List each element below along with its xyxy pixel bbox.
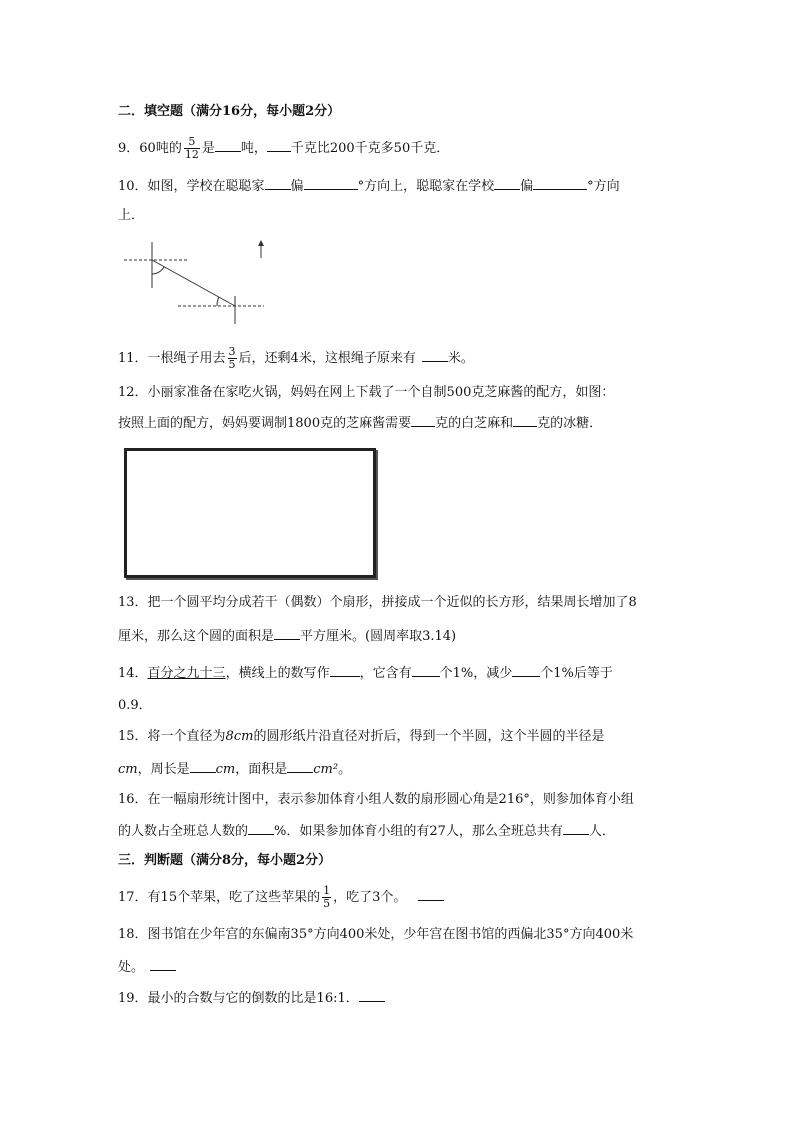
q10-text-d: 偏 bbox=[520, 179, 534, 194]
question-12-continued bbox=[118, 414, 602, 433]
answer-blank[interactable] bbox=[267, 139, 291, 152]
answer-blank[interactable] bbox=[359, 989, 385, 1002]
answer-blank[interactable] bbox=[418, 888, 444, 901]
q13-text-c: 平方厘米。(圆周率取3.14) bbox=[300, 629, 457, 644]
q15-text-e: ，周长是 bbox=[137, 762, 190, 777]
q9-text-d: 千克比200千克多50千克． bbox=[290, 141, 450, 156]
answer-blank[interactable] bbox=[304, 177, 358, 190]
question-18: 18．图书馆在少年宫的东偏南35°方向400米处，少年宫在图书馆的西偏北35°方向400米 bbox=[118, 927, 634, 942]
answer-blank[interactable] bbox=[512, 664, 540, 677]
q14-text-a: 14． bbox=[118, 666, 148, 681]
section-title-fill-in: 二．填空题（满分16分，每小题2分） bbox=[118, 104, 341, 119]
question-13: 13．把一个圆平均分成若干（偶数）个扇形，拼接成一个近似的长方形，结果周长增加了8 bbox=[118, 595, 637, 610]
question-13-continued bbox=[118, 627, 456, 646]
q16-text-c: %．如果参加体育小组的有27人，那么全班总共有 bbox=[274, 824, 563, 839]
fraction-denominator: 5 bbox=[228, 358, 236, 371]
q15-text-i: 。 bbox=[338, 762, 352, 777]
answer-blank[interactable] bbox=[563, 822, 589, 835]
direction-diagram bbox=[118, 236, 298, 330]
q14-underlined-number: 百分之九十三 bbox=[147, 666, 226, 681]
question-18-continued bbox=[118, 958, 176, 977]
question-16: 16．在一幅扇形统计图中，表示参加体育小组人数的扇形圆心角是216°，则参加体育小组 bbox=[118, 792, 634, 807]
q14-text-d: 个1%，减少 bbox=[439, 666, 513, 681]
q11-text-a: 11．一根绳子用去 bbox=[118, 351, 226, 366]
section-title-judgement: 三．判断题（满分8分，每小题2分） bbox=[118, 853, 332, 868]
q15-text-a: 15．将一个直径为 bbox=[118, 729, 226, 744]
q9-text-b: 是 bbox=[201, 141, 215, 156]
q10-text-e: °方向 bbox=[587, 179, 620, 194]
question-19 bbox=[118, 989, 385, 1008]
q15-text-g: ，面积是 bbox=[235, 762, 288, 777]
fraction-numerator: 3 bbox=[228, 345, 236, 358]
q11-text-b: 后，还剩4米，这根绳子原来有 bbox=[238, 351, 416, 366]
answer-blank[interactable] bbox=[422, 349, 448, 362]
answer-blank[interactable] bbox=[265, 177, 291, 190]
answer-blank[interactable] bbox=[274, 627, 300, 640]
answer-blank[interactable] bbox=[533, 177, 587, 190]
question-10-continued: 上． bbox=[118, 208, 145, 223]
path-line bbox=[152, 260, 235, 306]
question-14 bbox=[118, 664, 613, 683]
fraction-denominator: 12 bbox=[184, 148, 199, 161]
fraction-5-12 bbox=[184, 136, 200, 161]
answer-blank[interactable] bbox=[248, 822, 274, 835]
q12-text-b: 按照上面的配方，妈妈要调制1800克的芝麻酱需要 bbox=[118, 416, 412, 431]
fraction-denominator: 5 bbox=[323, 897, 331, 910]
q17-text-a: 17．有15个苹果，吃了这些苹果的 bbox=[118, 890, 321, 905]
angle-arc-30 bbox=[217, 297, 219, 306]
q15-unit: cm bbox=[118, 762, 138, 777]
answer-blank[interactable] bbox=[513, 414, 537, 427]
answer-blank[interactable] bbox=[411, 414, 435, 427]
q13-text-b: 厘米，那么这个圆的面积是 bbox=[118, 629, 275, 644]
q18-text-b: 处。 bbox=[118, 960, 145, 975]
question-14-continued: 0.9． bbox=[118, 698, 152, 713]
fraction-numerator: 1 bbox=[323, 884, 331, 897]
answer-blank[interactable] bbox=[190, 760, 216, 773]
q9-text-c: 吨， bbox=[240, 141, 267, 156]
answer-blank[interactable] bbox=[287, 760, 313, 773]
q14-text-c: ，它含有 bbox=[359, 666, 412, 681]
answer-blank[interactable] bbox=[150, 958, 176, 971]
q10-text-a: 10．如图，学校在聪聪家 bbox=[118, 179, 265, 194]
north-arrowhead-icon bbox=[258, 240, 264, 246]
answer-blank[interactable] bbox=[215, 139, 241, 152]
q12-text-c: 克的白芝麻和 bbox=[435, 416, 514, 431]
angle-arc-60 bbox=[152, 267, 164, 274]
q10-text-b: 偏 bbox=[290, 179, 304, 194]
q11-text-c: 米。 bbox=[447, 351, 474, 366]
answer-blank[interactable] bbox=[412, 664, 440, 677]
question-11 bbox=[118, 346, 474, 371]
question-15 bbox=[118, 728, 604, 746]
question-15-continued bbox=[118, 760, 351, 779]
question-16-continued bbox=[118, 822, 615, 841]
fraction-3-5 bbox=[228, 346, 237, 371]
question-10 bbox=[118, 177, 620, 196]
q15-text-c: 的圆形纸片沿直径对折后，得到一个半圆，这个半圆的半径是 bbox=[253, 729, 605, 744]
question-12: 12．小丽家准备在家吃火锅，妈妈在网上下载了一个自制500克芝麻酱的配方，如图： bbox=[118, 385, 615, 400]
fraction-numerator: 5 bbox=[184, 136, 200, 149]
q14-text-e: 个1%后等于 bbox=[540, 666, 613, 681]
q17-text-b: ，吃了3个。 bbox=[333, 890, 407, 905]
question-17 bbox=[118, 885, 444, 910]
q10-text-c: °方向上，聪聪家在学校 bbox=[357, 179, 495, 194]
answer-blank[interactable] bbox=[330, 664, 360, 677]
answer-blank[interactable] bbox=[494, 177, 520, 190]
q9-text-a: 9．60吨的 bbox=[118, 141, 182, 156]
q12-text-d: 克的冰糖． bbox=[537, 416, 603, 431]
q15-unit-squared: cm² bbox=[313, 762, 339, 777]
question-9 bbox=[118, 136, 449, 161]
q14-text-b: ，横线上的数写作 bbox=[225, 666, 330, 681]
q15-unit: cm bbox=[215, 762, 236, 777]
q19-text-a: 19．最小的合数与它的倒数的比是16:1． bbox=[118, 991, 359, 1006]
q16-text-b: 的人数占全班总人数的 bbox=[118, 824, 249, 839]
recipe-image bbox=[124, 448, 376, 578]
q16-text-d: 人． bbox=[588, 824, 615, 839]
q15-diameter: 8cm bbox=[225, 729, 254, 744]
fraction-1-5 bbox=[322, 885, 331, 910]
